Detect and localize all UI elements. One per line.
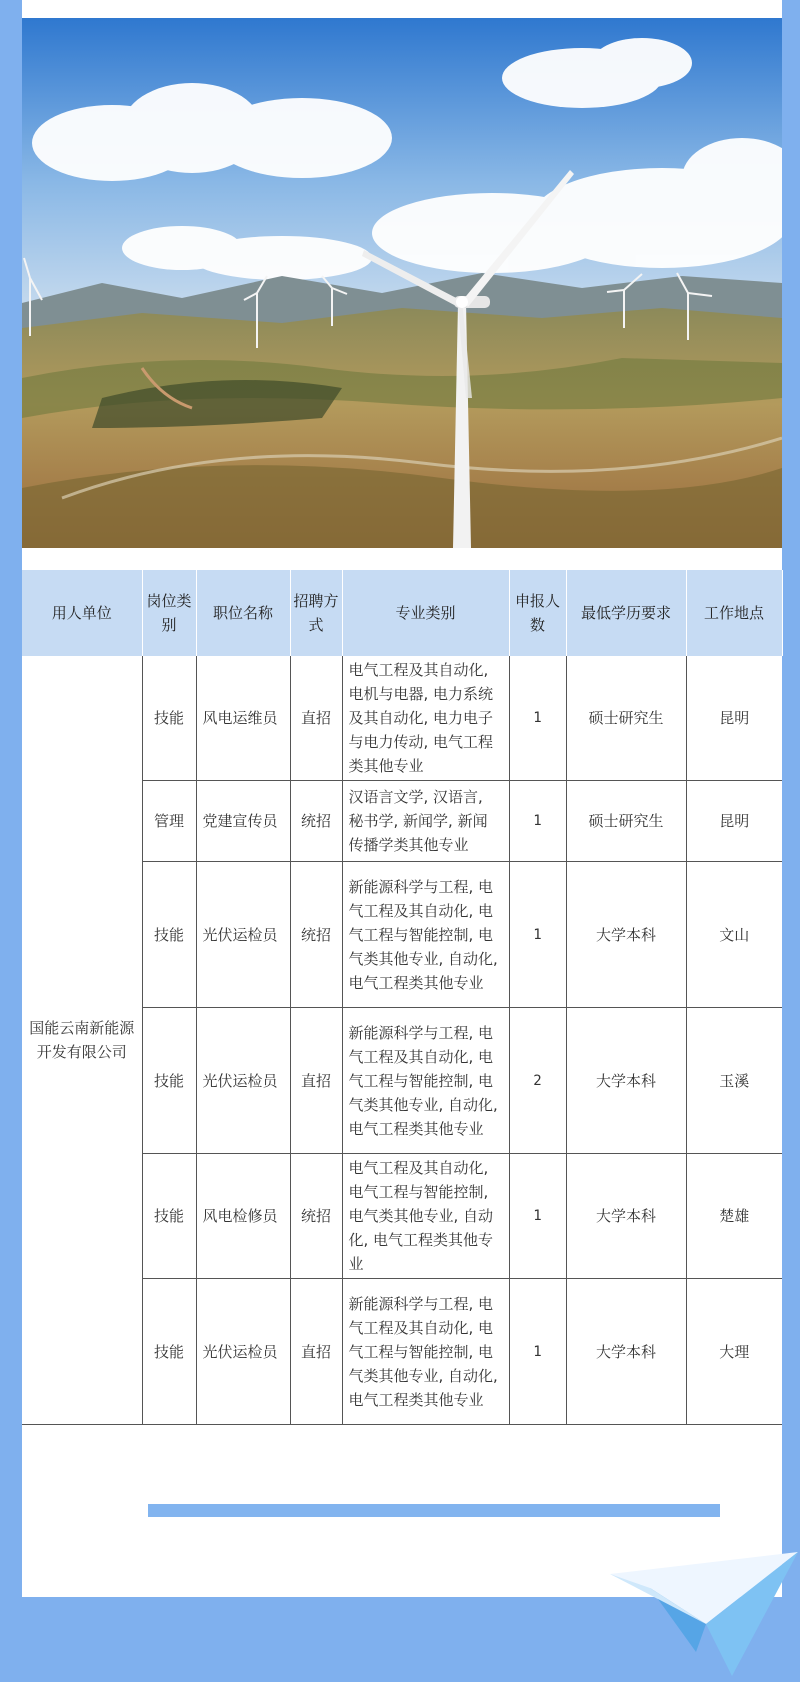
edu-cell: 大学本科 xyxy=(566,1154,686,1279)
edu-cell: 硕士研究生 xyxy=(566,656,686,781)
table-row xyxy=(22,656,782,781)
method-cell: 直招 xyxy=(290,1279,342,1425)
category-cell: 技能 xyxy=(142,1154,196,1279)
paper-plane-icon xyxy=(610,1552,800,1682)
major-cell: 汉语言文学, 汉语言, 秘书学, 新闻学, 新闻传播学类其他专业 xyxy=(342,781,509,862)
edu-cell: 大学本科 xyxy=(566,1279,686,1425)
position-cell: 光伏运检员 xyxy=(196,1279,290,1425)
header-location: 工作地点 xyxy=(686,570,782,656)
major-cell: 新能源科学与工程, 电气工程及其自动化, 电气工程与智能控制, 电气类其他专业, 自动化, 电气工程类其他专业 xyxy=(342,1279,509,1425)
major-cell: 电气工程及其自动化, 电机与电器, 电力系统及其自动化, 电力电子与电力传动, 电气工程类其他专业 xyxy=(342,656,509,781)
method-cell: 统招 xyxy=(290,781,342,862)
location-cell: 文山 xyxy=(686,862,782,1008)
method-cell: 统招 xyxy=(290,1154,342,1279)
header-edu: 最低学历要求 xyxy=(566,570,686,656)
header-org: 用人单位 xyxy=(22,570,142,656)
header-major: 专业类别 xyxy=(342,570,509,656)
count-cell: 1 xyxy=(509,1154,566,1279)
table-header-row xyxy=(22,570,782,656)
job-table xyxy=(22,570,783,1425)
edu-cell: 大学本科 xyxy=(566,862,686,1008)
content-card xyxy=(22,0,782,1597)
position-cell: 风电检修员 xyxy=(196,1154,290,1279)
category-cell: 技能 xyxy=(142,656,196,781)
location-cell: 昆明 xyxy=(686,781,782,862)
count-cell: 1 xyxy=(509,1279,566,1425)
header-count: 申报人数 xyxy=(509,570,566,656)
position-cell: 党建宣传员 xyxy=(196,781,290,862)
category-cell: 技能 xyxy=(142,1008,196,1154)
count-cell: 2 xyxy=(509,1008,566,1154)
method-cell: 统招 xyxy=(290,862,342,1008)
major-cell: 新能源科学与工程, 电气工程及其自动化, 电气工程与智能控制, 电气类其他专业, 自动化, 电气工程类其他专业 xyxy=(342,1008,509,1154)
accent-bar xyxy=(148,1504,720,1517)
header-position: 职位名称 xyxy=(196,570,290,656)
location-cell: 大理 xyxy=(686,1279,782,1425)
header-category: 岗位类别 xyxy=(142,570,196,656)
position-cell: 光伏运检员 xyxy=(196,1008,290,1154)
header-method: 招聘方式 xyxy=(290,570,342,656)
count-cell: 1 xyxy=(509,656,566,781)
wind-farm-illustration xyxy=(22,18,782,548)
position-cell: 光伏运检员 xyxy=(196,862,290,1008)
location-cell: 玉溪 xyxy=(686,1008,782,1154)
count-cell: 1 xyxy=(509,862,566,1008)
category-cell: 管理 xyxy=(142,781,196,862)
hero-photo xyxy=(22,18,782,548)
org-name-cell: 国能云南新能源开发有限公司 xyxy=(22,656,142,1425)
category-cell: 技能 xyxy=(142,862,196,1008)
major-cell: 新能源科学与工程, 电气工程及其自动化, 电气工程与智能控制, 电气类其他专业, 自动化, 电气工程类其他专业 xyxy=(342,862,509,1008)
category-cell: 技能 xyxy=(142,1279,196,1425)
position-cell: 风电运维员 xyxy=(196,656,290,781)
edu-cell: 大学本科 xyxy=(566,1008,686,1154)
count-cell: 1 xyxy=(509,781,566,862)
location-cell: 昆明 xyxy=(686,656,782,781)
method-cell: 直招 xyxy=(290,1008,342,1154)
location-cell: 楚雄 xyxy=(686,1154,782,1279)
major-cell: 电气工程及其自动化, 电气工程与智能控制, 电气类其他专业, 自动化, 电气工程类其他专业 xyxy=(342,1154,509,1279)
edu-cell: 硕士研究生 xyxy=(566,781,686,862)
method-cell: 直招 xyxy=(290,656,342,781)
